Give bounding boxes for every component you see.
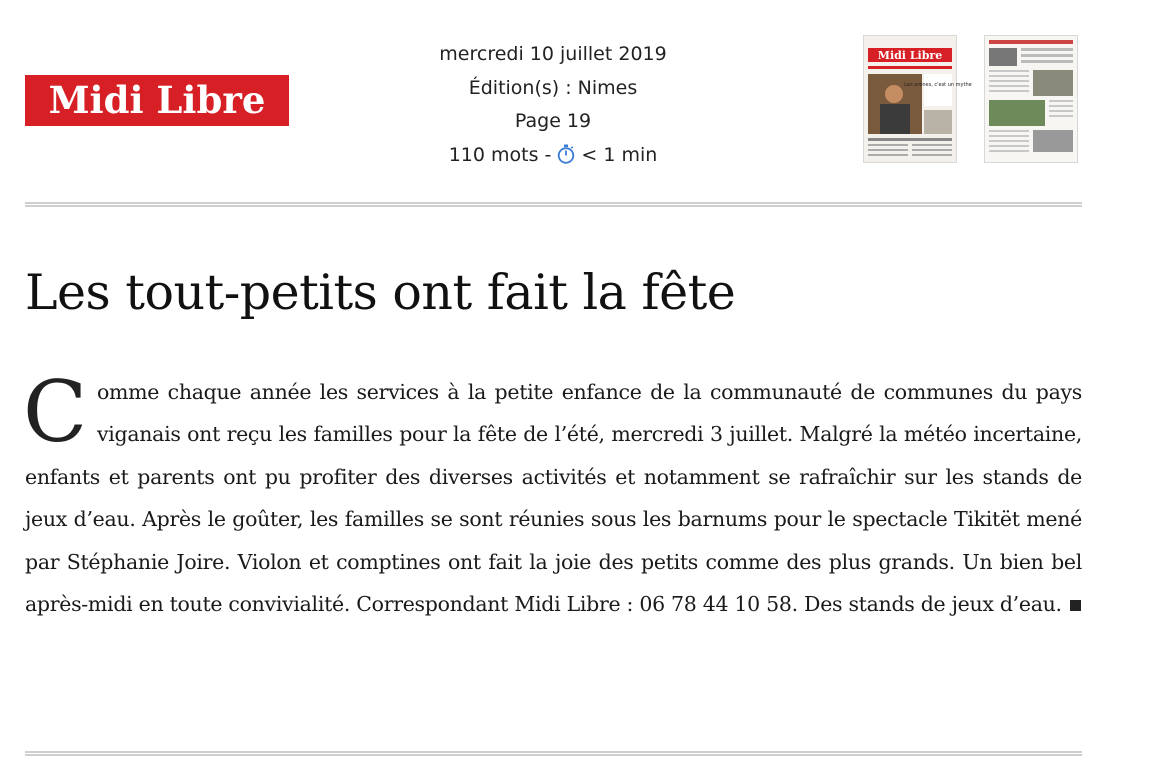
read-time: < 1 min [581, 143, 658, 166]
article-title: Les tout-petits ont fait la fête [25, 264, 736, 321]
article-page-thumbnail[interactable] [984, 35, 1078, 163]
thumbnail-headline: Les arènes, c'est un mythe [904, 82, 972, 88]
article-meta [403, 38, 703, 172]
page-number: Page 19 [514, 110, 592, 132]
top-divider [25, 202, 1082, 207]
end-of-article-icon [1070, 600, 1081, 611]
article-text: omme chaque année les services à la petite enfance de la communauté de communes du pays viganais ont reçu les familles pour la fête de l’été, mercredi 3 juillet. Malgré la météo incertaine, enfants et parents ont pu profiter des diverses activités et notamment se rafraîchir sur les stands de jeux d’eau. Après le goûter, les familles se sont réunies sous les barnums pour le spectacle Tikitët mené par Stéphanie Joire. Violon et comptines ont fait la joie des petits comme des plus grands. Un bien bel après-midi en toute convivialité. Correspondant Midi Libre : 06 78 44 10 58. Des stands de jeux d’eau. [25, 380, 1082, 617]
thumbnail-logo-text: Midi Libre [877, 49, 943, 62]
stopwatch-icon [557, 142, 575, 162]
edition-label: Édition(s) : Nimes [468, 76, 638, 99]
publication-date: mercredi 10 juillet 2019 [439, 43, 667, 65]
midi-libre-logo: Midi Libre [25, 75, 289, 126]
bottom-divider [25, 751, 1082, 756]
drop-cap: C [23, 363, 87, 461]
word-count: 110 mots - [448, 143, 552, 166]
front-page-thumbnail[interactable] [863, 35, 972, 163]
reading-info [403, 139, 703, 173]
article-body [23, 363, 1082, 625]
